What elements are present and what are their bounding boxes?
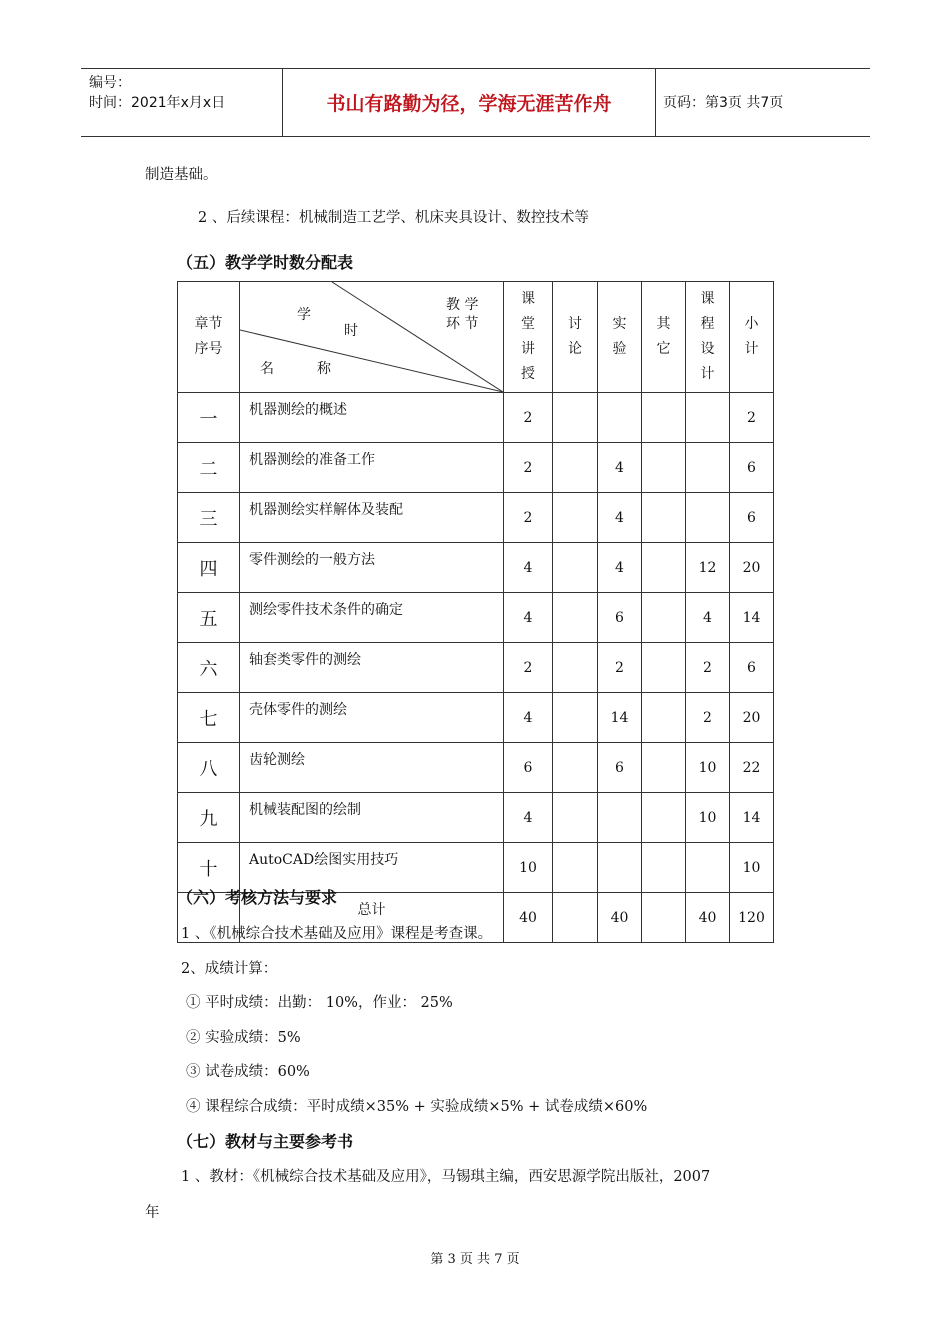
cell-discussion (553, 693, 598, 743)
cell-discussion (553, 543, 598, 593)
total-design: 40 (686, 893, 730, 943)
cell-lecture: 10 (504, 843, 553, 893)
cell-subtotal: 6 (730, 443, 774, 493)
doc-date-label: 时间：2021年x月x日 (89, 95, 226, 111)
cell-other (642, 393, 686, 443)
cell-lecture: 2 (504, 443, 553, 493)
cell-subtotal: 20 (730, 693, 774, 743)
cell-design: 2 (686, 693, 730, 743)
cell-subtotal: 2 (730, 393, 774, 443)
follow-up-courses: 2 、后续课程：机械制造工艺学、机床夹具设计、数控技术等 (198, 210, 589, 226)
cell-discussion (553, 593, 598, 643)
chapter-name: 机器测绘的概述 (240, 393, 504, 443)
header-divider (655, 69, 656, 136)
header-subtotal: 小 计 (730, 282, 774, 393)
page-footer: 第 3 页 共 7 页 (430, 1252, 520, 1267)
table-row (178, 593, 774, 643)
page-header (81, 68, 870, 137)
table-row (178, 693, 774, 743)
cell-other (642, 543, 686, 593)
chapter-no: 七 (178, 693, 240, 743)
textbook-item-1-cont: 年 (145, 1205, 160, 1221)
cell-discussion (553, 643, 598, 693)
section-7-title: （七）教材与主要参考书 (177, 1132, 354, 1151)
cell-lecture: 4 (504, 793, 553, 843)
header-meta (89, 73, 225, 113)
chapter-no: 三 (178, 493, 240, 543)
chapter-name: 轴套类零件的测绘 (240, 643, 504, 693)
cell-other (642, 593, 686, 643)
cell-other (642, 843, 686, 893)
cell-lecture: 2 (504, 643, 553, 693)
chapter-no: 五 (178, 593, 240, 643)
table-row (178, 493, 774, 543)
cell-other (642, 443, 686, 493)
cell-subtotal: 20 (730, 543, 774, 593)
total-label: 总计 (240, 893, 504, 943)
total-subtotal: 120 (730, 893, 774, 943)
header-page-number: 页码：第3页 共7页 (663, 95, 784, 111)
cell-design: 10 (686, 743, 730, 793)
grade-attendance: ① 平时成绩：出勤： 10%，作业： 25% (186, 995, 453, 1011)
cell-lecture: 4 (504, 693, 553, 743)
cell-experiment: 2 (598, 643, 642, 693)
chapter-name: 机械装配图的绘制 (240, 793, 504, 843)
grade-experiment: ② 实验成绩：5% (186, 1030, 301, 1046)
chapter-no: 八 (178, 743, 240, 793)
grade-composite: ④ 课程综合成绩：平时成绩×35% + 实验成绩×5% + 试卷成绩×60% (186, 1099, 648, 1115)
diag-label-title: 称 (317, 361, 331, 377)
table-header-row (178, 282, 774, 393)
header-lecture: 课 堂 讲 授 (504, 282, 553, 393)
chapter-name: 测绘零件技术条件的确定 (240, 593, 504, 643)
table-row (178, 543, 774, 593)
cell-subtotal: 14 (730, 593, 774, 643)
diag-label-name: 名 (260, 361, 274, 377)
diag-label-teaching: 教 学 (446, 297, 479, 313)
cell-experiment (598, 793, 642, 843)
cell-discussion (553, 743, 598, 793)
cell-other (642, 743, 686, 793)
cell-discussion (553, 493, 598, 543)
assessment-item-2: 2、成绩计算： (181, 961, 278, 977)
cell-subtotal: 22 (730, 743, 774, 793)
textbook-item-1: 1 、教材：《机械综合技术基础及应用》，马锡琪主编，西安思源学院出版社，2007 (181, 1169, 711, 1185)
cell-experiment: 6 (598, 743, 642, 793)
table-row (178, 643, 774, 693)
header-discussion: 讨 论 (553, 282, 598, 393)
cell-lecture: 2 (504, 493, 553, 543)
chapter-no: 九 (178, 793, 240, 843)
chapter-no: 十 (178, 843, 240, 893)
header-motto: 书山有路勤为径，学海无涯苦作舟 (326, 93, 612, 115)
doc-number-label: 编号： (89, 75, 131, 91)
total-other (642, 893, 686, 943)
hours-allocation-table (177, 281, 774, 943)
chapter-name: 齿轮测绘 (240, 743, 504, 793)
header-diagonal-cell (240, 282, 504, 393)
cell-other (642, 493, 686, 543)
cell-design: 2 (686, 643, 730, 693)
cell-discussion (553, 793, 598, 843)
header-chapter-no: 章节 序号 (178, 282, 240, 393)
cell-subtotal: 14 (730, 793, 774, 843)
cell-lecture: 2 (504, 393, 553, 443)
header-experiment: 实 验 (598, 282, 642, 393)
diag-label-section: 环 节 (446, 316, 479, 332)
chapter-no: 一 (178, 393, 240, 443)
table-row (178, 393, 774, 443)
cell-discussion (553, 443, 598, 493)
chapter-name: 壳体零件的测绘 (240, 693, 504, 743)
cell-other (642, 643, 686, 693)
cell-discussion (553, 393, 598, 443)
total-experiment: 40 (598, 893, 642, 943)
chapter-name: 机器测绘的准备工作 (240, 443, 504, 493)
cell-subtotal: 6 (730, 643, 774, 693)
chapter-name: 零件测绘的一般方法 (240, 543, 504, 593)
cell-lecture: 4 (504, 543, 553, 593)
diag-label-hours: 时 (344, 323, 358, 339)
cell-experiment: 14 (598, 693, 642, 743)
section-6-title: （六）考核方法与要求 (177, 888, 338, 907)
chapter-name: 机器测绘实样解体及装配 (240, 493, 504, 543)
chapter-no: 四 (178, 543, 240, 593)
cell-discussion (553, 843, 598, 893)
table-row (178, 743, 774, 793)
cell-design (686, 393, 730, 443)
cell-subtotal: 10 (730, 843, 774, 893)
cell-experiment (598, 393, 642, 443)
chapter-name: AutoCAD绘图实用技巧 (240, 843, 504, 893)
cell-other (642, 693, 686, 743)
chapter-no: 六 (178, 643, 240, 693)
total-lecture: 40 (504, 893, 553, 943)
header-other: 其 它 (642, 282, 686, 393)
diag-label-study: 学 (297, 307, 311, 323)
cell-experiment: 4 (598, 443, 642, 493)
grade-exam: ③ 试卷成绩：60% (186, 1064, 310, 1080)
cell-experiment: 4 (598, 543, 642, 593)
cell-design: 12 (686, 543, 730, 593)
cell-lecture: 6 (504, 743, 553, 793)
cell-lecture: 4 (504, 593, 553, 643)
total-discussion (553, 893, 598, 943)
body-line-1: 制造基础。 (145, 167, 218, 183)
cell-design (686, 843, 730, 893)
table-row (178, 443, 774, 493)
cell-design: 4 (686, 593, 730, 643)
cell-design: 10 (686, 793, 730, 843)
cell-experiment: 6 (598, 593, 642, 643)
cell-design (686, 443, 730, 493)
chapter-no: 二 (178, 443, 240, 493)
cell-experiment (598, 843, 642, 893)
table-row (178, 793, 774, 843)
cell-subtotal: 6 (730, 493, 774, 543)
assessment-item-1: 1 、《机械综合技术基础及应用》课程是考查课。 (181, 926, 493, 942)
section-5-title: （五）教学学时数分配表 (177, 253, 354, 272)
cell-other (642, 793, 686, 843)
cell-experiment: 4 (598, 493, 642, 543)
header-course-design: 课 程 设 计 (686, 282, 730, 393)
cell-design (686, 493, 730, 543)
